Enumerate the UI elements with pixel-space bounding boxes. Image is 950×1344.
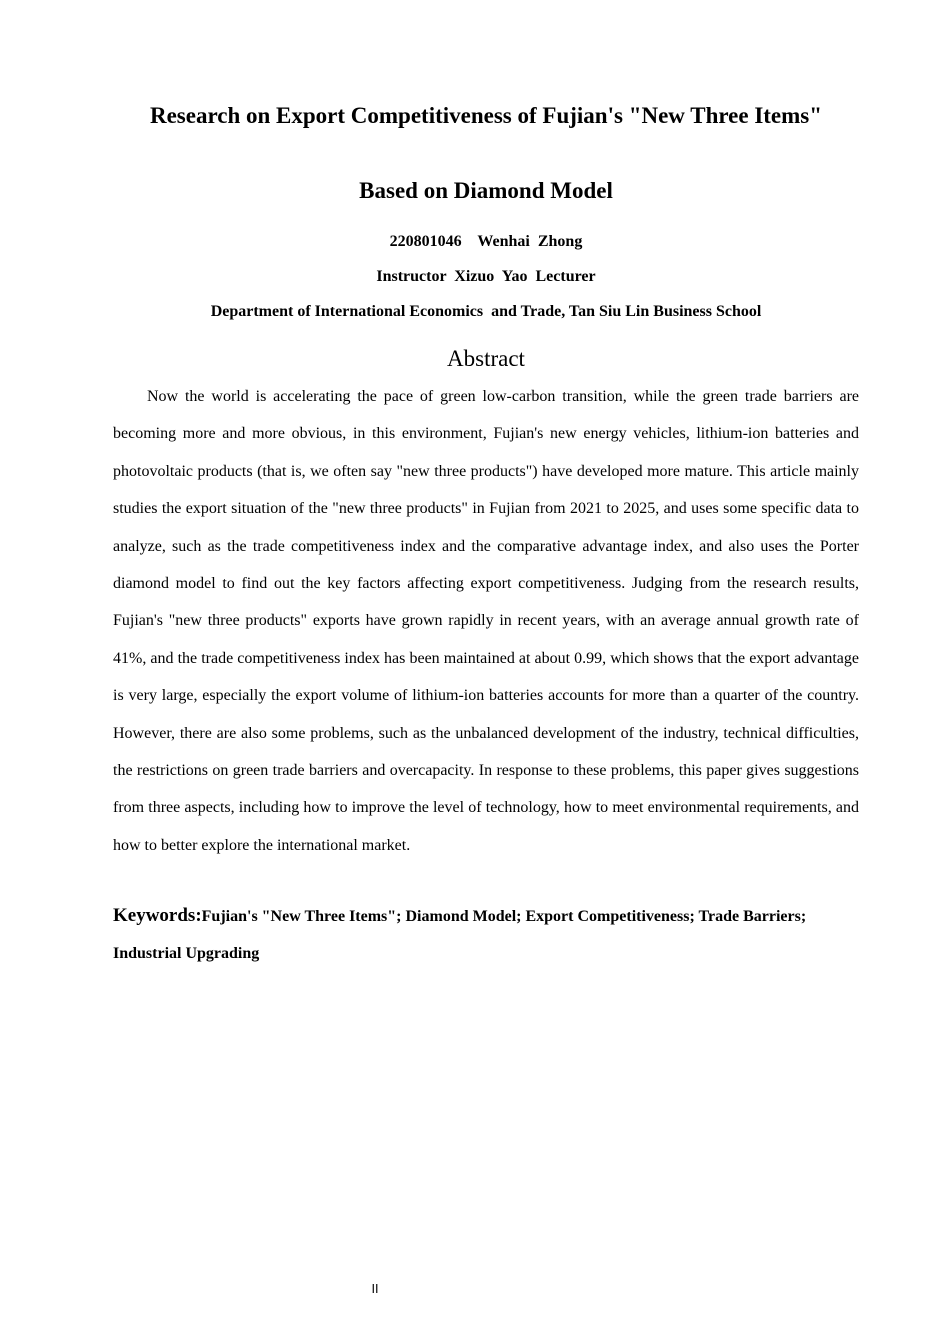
instructor-info: Instructor Xizuo Yao Lecturer [376, 268, 596, 285]
keywords-text: Fujian's "New Three Items"; Diamond Model; Export Competitiveness; Trade Barriers; Industrial Upgrading [113, 908, 807, 963]
student-info: 220801046 Wenhai Zhong [389, 233, 583, 250]
abstract-heading: Abstract [447, 346, 525, 371]
department-info: Department of International Economics and Trade, Tan Siu Lin Business School [210, 303, 762, 320]
page-number: II [371, 1282, 379, 1296]
abstract-body: Now the world is accelerating the pace of green low-carbon transition, while the green trade barriers are becoming more and more obvious, in this environment, Fujian's new energy vehicles, lithium-ion batteries and photovoltaic products (that is, we often say "new three products") have developed more mature. This article mainly studies the export situation of the "new three products" in Fujian from 2021 to 2025, and uses some specific data to analyze, such as the trade competitiveness index and the comparative advantage index, and also uses the Porter diamond model to find out the key factors affecting export competitiveness. Judging from the research results, Fujian's "new three products" exports have grown rapidly in recent years, with an average annual growth rate of 41%, and the trade competitiveness index has been maintained at about 0.99, which shows that the export advantage is very large, especially the export volume of lithium-ion batteries accounts for more than a quarter of the country. However, there are also some problems, such as the unbalanced development of the industry, technical difficulties, the restrictions on green trade barriers and overcapacity. In response to these problems, this paper gives suggestions from three aspects, including how to improve the level of technology, how to meet environmental requirements, and how to better explore the international market. [113, 388, 859, 854]
title-line-1: Research on Export Competitiveness of Fujian's "New Three Items" [149, 103, 823, 128]
keywords-label: Keywords: [113, 905, 202, 926]
title-line-2: Based on Diamond Model [359, 178, 613, 203]
keywords [113, 897, 859, 973]
